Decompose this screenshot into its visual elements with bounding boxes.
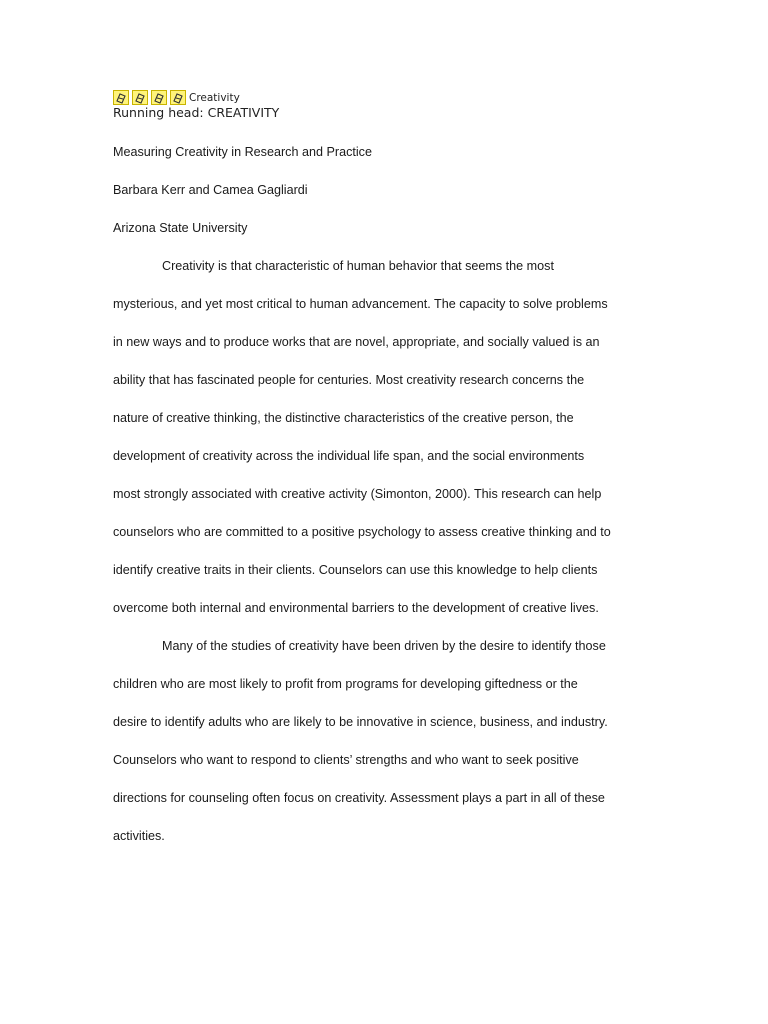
broken-image-icon [170,90,186,105]
paragraph-line: directions for counseling often focus on creativity. Assessment plays a part in all of these [113,791,605,805]
paragraph-line: children who are most likely to profit from programs for developing giftedness or the [113,677,578,691]
paragraph-line: in new ways and to produce works that are novel, appropriate, and socially valued is an [113,335,600,349]
paragraph-line: identify creative traits in their clients. Counselors can use this knowledge to help clients [113,563,598,577]
paragraph-line: activities. [113,829,165,843]
broken-image-icon [151,90,167,105]
affiliation: Arizona State University [113,221,248,235]
paper-title: Measuring Creativity in Research and Practice [113,145,372,159]
paragraph-line: mysterious, and yet most critical to human advancement. The capacity to solve problems [113,297,608,311]
paragraph-line: overcome both internal and environmental barriers to the development of creative lives. [113,601,599,615]
paragraph-line: counselors who are committed to a positive psychology to assess creative thinking and to [113,525,611,539]
paragraph-line: most strongly associated with creative activity (Simonton, 2000). This research can help [113,487,602,501]
broken-image-icon [113,90,129,105]
header-short-title: Creativity [189,92,240,104]
paragraph-line: Counselors who want to respond to clients’ strengths and who want to seek positive [113,753,579,767]
paragraph-line: development of creativity across the individual life span, and the social environments [113,449,585,463]
authors: Barbara Kerr and Camea Gagliardi [113,183,308,197]
paragraph-line: Creativity is that characteristic of human behavior that seems the most [162,259,554,273]
page-header [113,89,240,105]
running-head: Running head: CREATIVITY [113,105,280,120]
paragraph-line: nature of creative thinking, the distinctive characteristics of the creative person, the [113,411,574,425]
paragraph-line: ability that has fascinated people for centuries. Most creativity research concerns the [113,373,585,387]
broken-image-icon [132,90,148,105]
paragraph-line: desire to identify adults who are likely to be innovative in science, business, and industry. [113,715,608,729]
paragraph-line: Many of the studies of creativity have been driven by the desire to identify those [162,639,606,653]
